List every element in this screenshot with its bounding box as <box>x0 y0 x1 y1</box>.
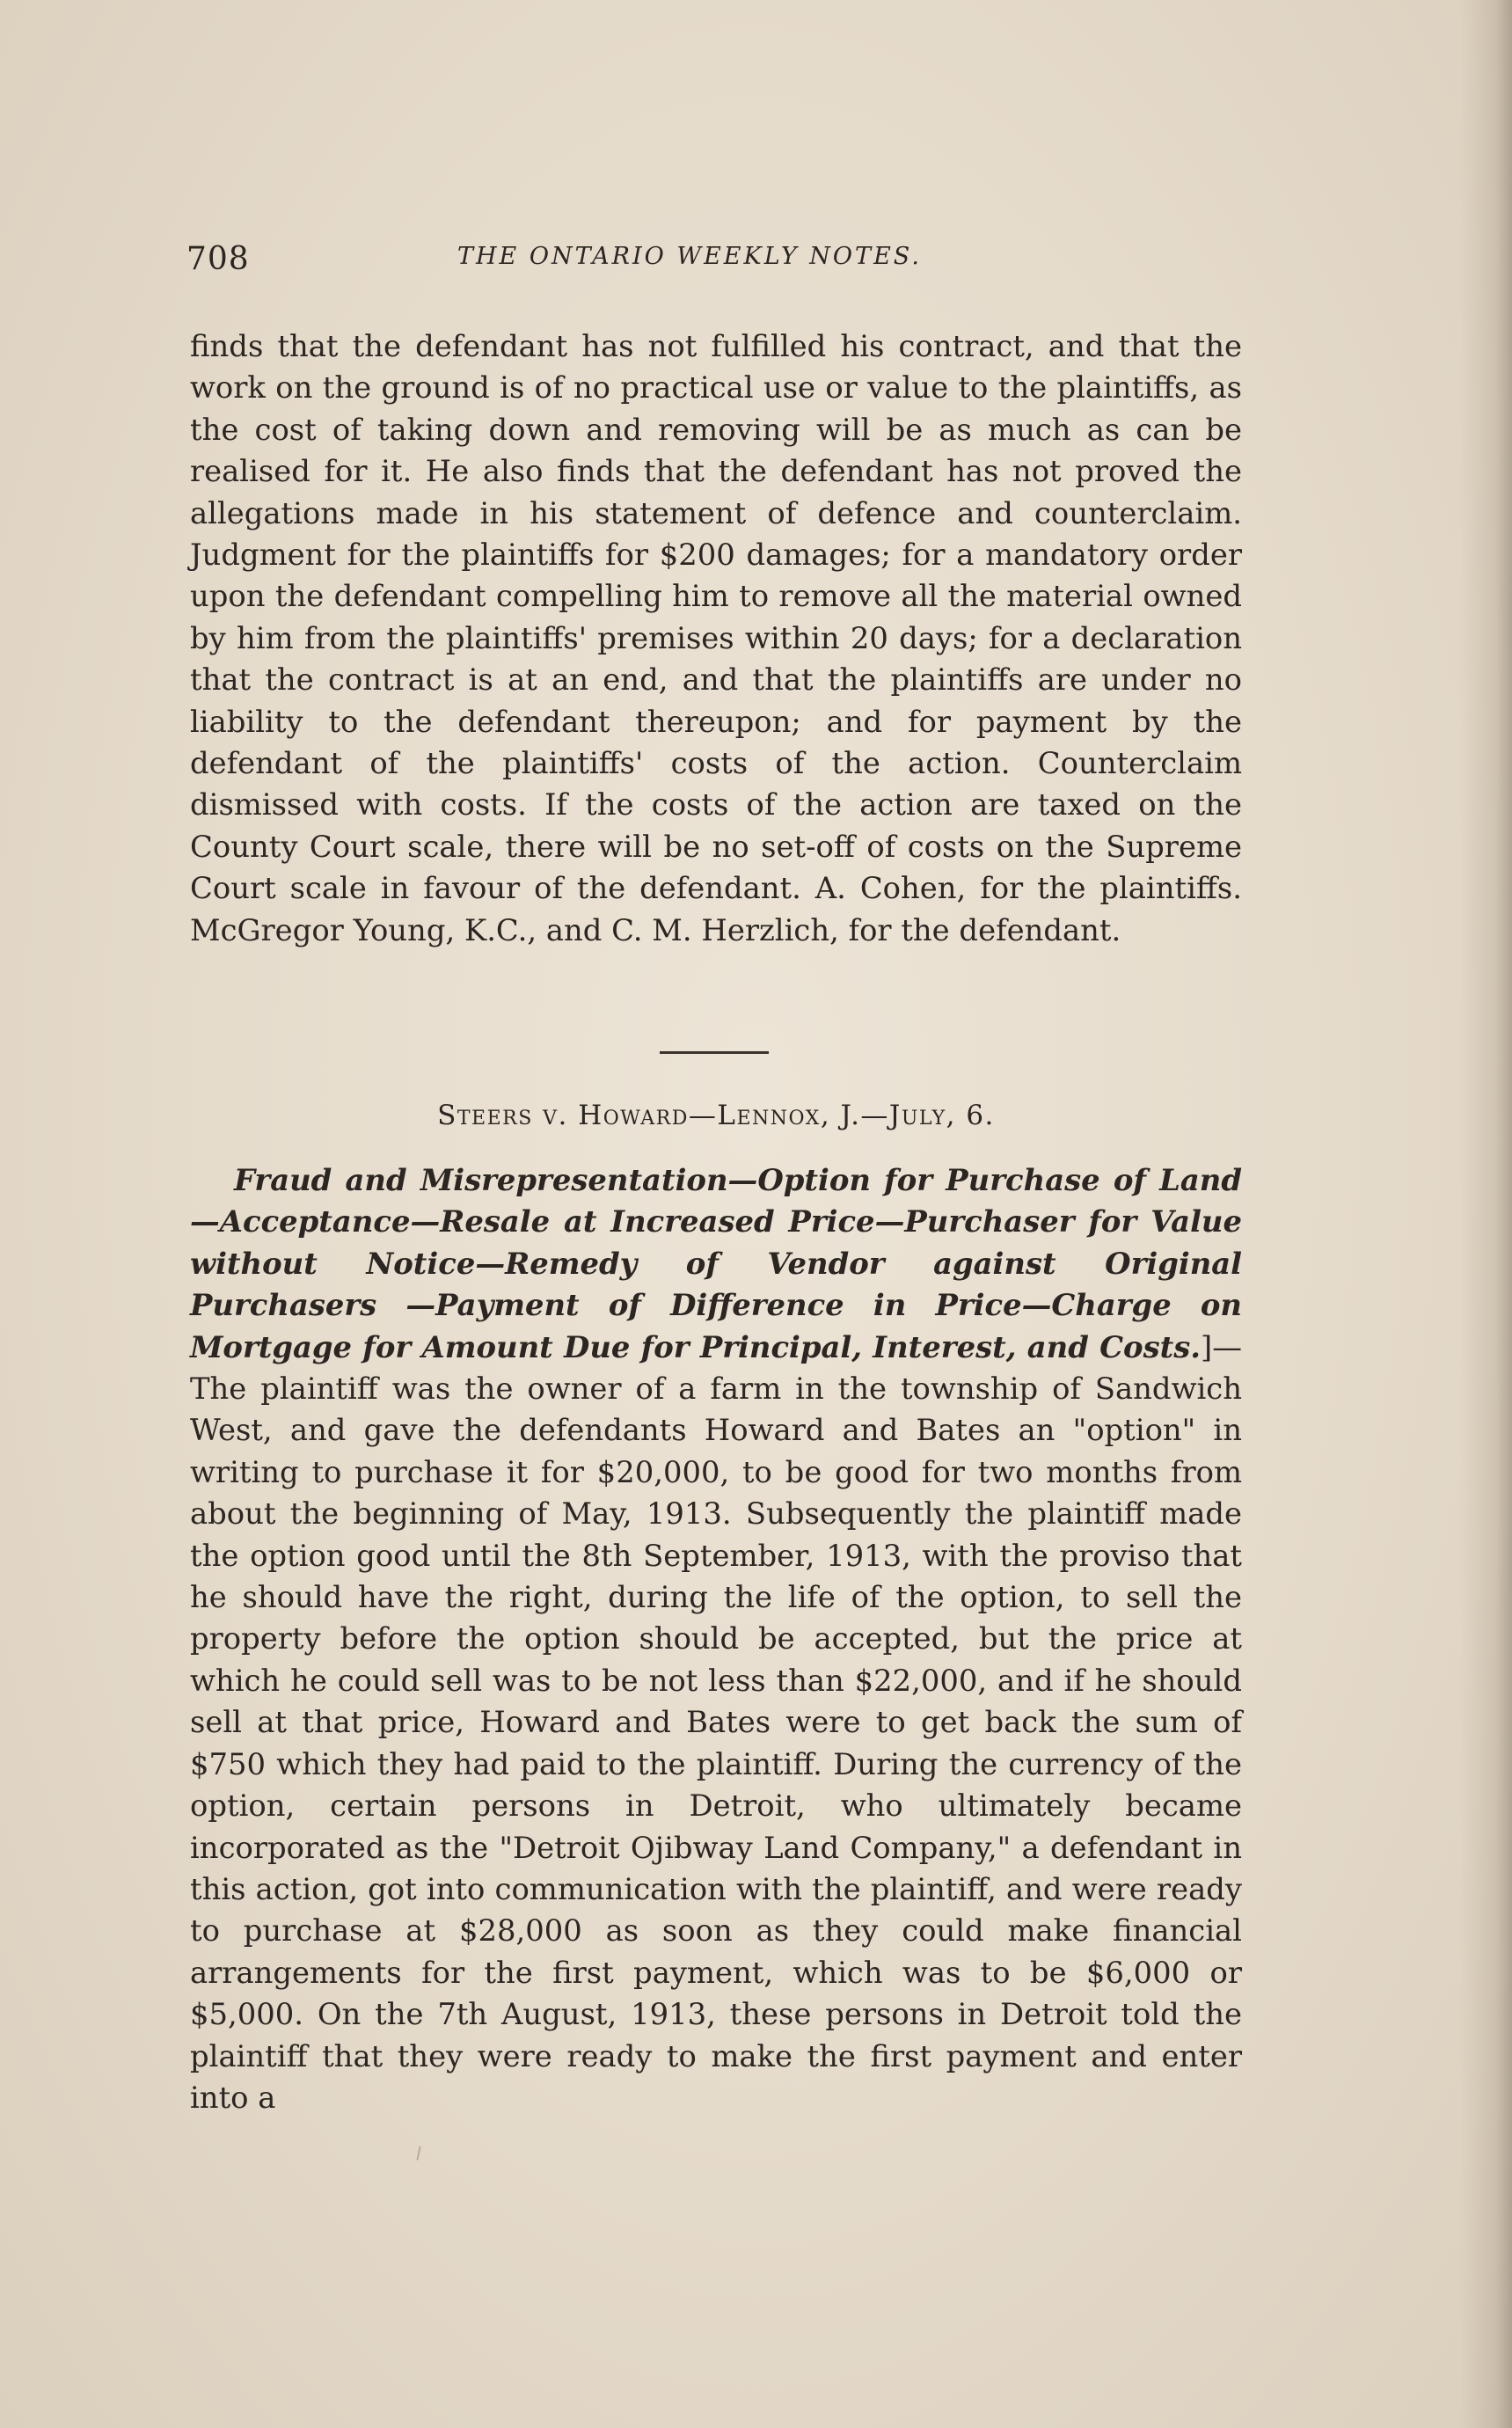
case-body: ]—The plaintiff was the owner of a farm in the township of Sandwich West, and gave the defendants Howard and Bates an "option" in writing to purchase it for $20,000, to be good for two months from about the beginning of May, 1913. Subsequently the plaintiff made the option good until the 8th September, 1913, with the proviso that he should have the right, during the life of the option, to sell the property before the option should be accepted, but the price at which he could sell was to be not less than $22,000, and if he should sell at that price, Howard and Bates were to get back the sum of $750 which they had paid to the plaintiff. During the currency of the option, certain persons in Detroit, who ultimately became incorporated as the "Detroit Ojibway Land Company," a defendant in this action, got into communication with the plaintiff, and were ready to purchase at $28,000 as soon as they could make financial arrangements for the first payment, which was to be $6,000 or $5,000. On the 7th August, 1913, these persons in Detroit told the plaintiff that they were ready to make the first payment and enter into a <box>190 1329 1242 2115</box>
section-divider <box>660 1051 769 1054</box>
ink-mark <box>416 2146 424 2161</box>
running-header <box>186 236 1242 289</box>
journal-title: THE ONTARIO WEEKLY NOTES. <box>457 243 922 270</box>
page-edge-shadow <box>1459 0 1512 2428</box>
case-heading: Steers v. Howard—Lennox, J.—July, 6. <box>437 1100 995 1131</box>
previous-case-text <box>190 325 1242 951</box>
previous-case-paragraph: finds that the defendant has not fulfilled his contract, and that the work on the ground is of no practical use or value to the plaintiffs, as the cost of taking down and removing will be as much as can be realised for it. He also finds that the defendant has not proved the allegations made in his statement of defence and counterclaim. Judgment for the plaintiffs for $200 damages; for a mandatory order upon the defendant compelling him to remove all the material owned by him from the plaintiffs' premises within 20 days; for a declaration that the contract is at an end, and that the plaintiffs are under no liability to the defendant thereupon; and for payment by the defendant of the plaintiffs' costs of the action. Counterclaim dismissed with costs. If the costs of the action are taxed on the County Court scale, there will be no set-off of costs on the Supreme Court scale in favour of the defendant. A. Cohen, for the plaintiffs. McGregor Young, K.C., and C. M. Herzlich, for the defendant. <box>190 329 1242 947</box>
case-text <box>190 1159 1242 2118</box>
page-number: 708 <box>186 241 250 277</box>
case-headnote: Fraud and Misrepresentation—Option for Purchase of Land —Acceptance—Resale at Increased Price—Purchaser for Value without Notice—Remedy of Vendor against Original Purchasers —Payment of Difference in Price—Charge on Mortgage for Amount Due for Principal, Interest, and Costs. <box>190 1162 1242 1364</box>
case-paragraph <box>190 1159 1242 2118</box>
